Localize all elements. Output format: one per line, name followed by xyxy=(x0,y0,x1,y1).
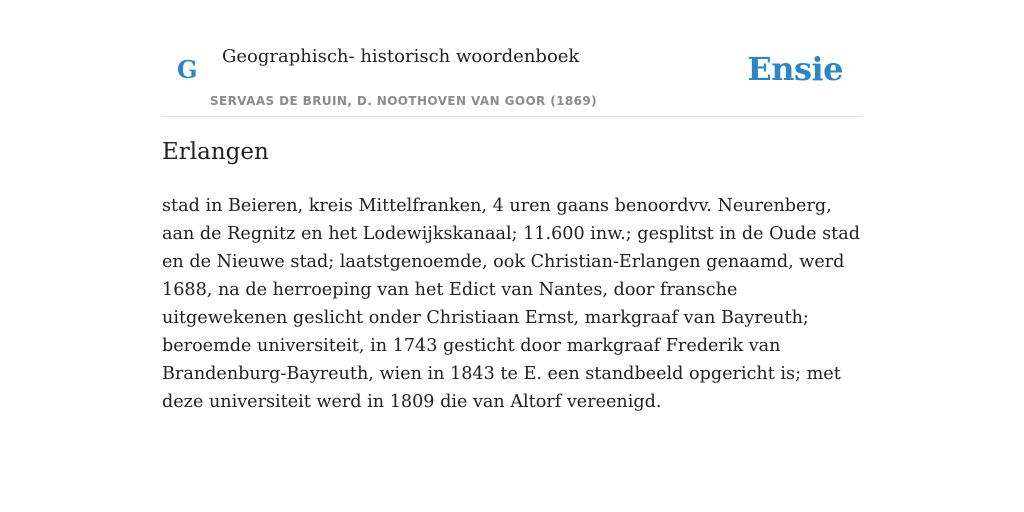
book-logo-link[interactable]: G xyxy=(177,55,198,84)
entry-title: Erlangen xyxy=(162,139,269,165)
ensie-logo-link[interactable]: Ensie xyxy=(747,50,843,88)
entry-body: stad in Beieren, kreis Mittelfranken, 4 uren gaans benoordvv. Neurenberg, aan de Regnitz en het Lodewijkskanaal; 11.600 inw.; gesplitst in de Oude stad en de Nieuwe stad; laatstgenoemde, ook Christian-Erlangen genaamd, werd 1688, na de herroeping van het Edict van Nantes, door fransche uitgewekenen geslicht onder Christiaan Ernst, markgraaf van Bayreuth; beroemde universiteit, in 1743 gesticht door markgraaf Frederik van Brandenburg-Bayreuth, wien in 1843 te E. een standbeeld opgericht is; met deze universiteit werd in 1809 die van Altorf vereenigd. xyxy=(162,196,860,412)
book-authors: SERVAAS DE BRUIN, D. NOOTHOVEN VAN GOOR (1869) xyxy=(210,94,598,108)
book-header xyxy=(162,0,862,117)
book-title[interactable]: Geographisch- historisch woordenboek xyxy=(222,46,580,67)
